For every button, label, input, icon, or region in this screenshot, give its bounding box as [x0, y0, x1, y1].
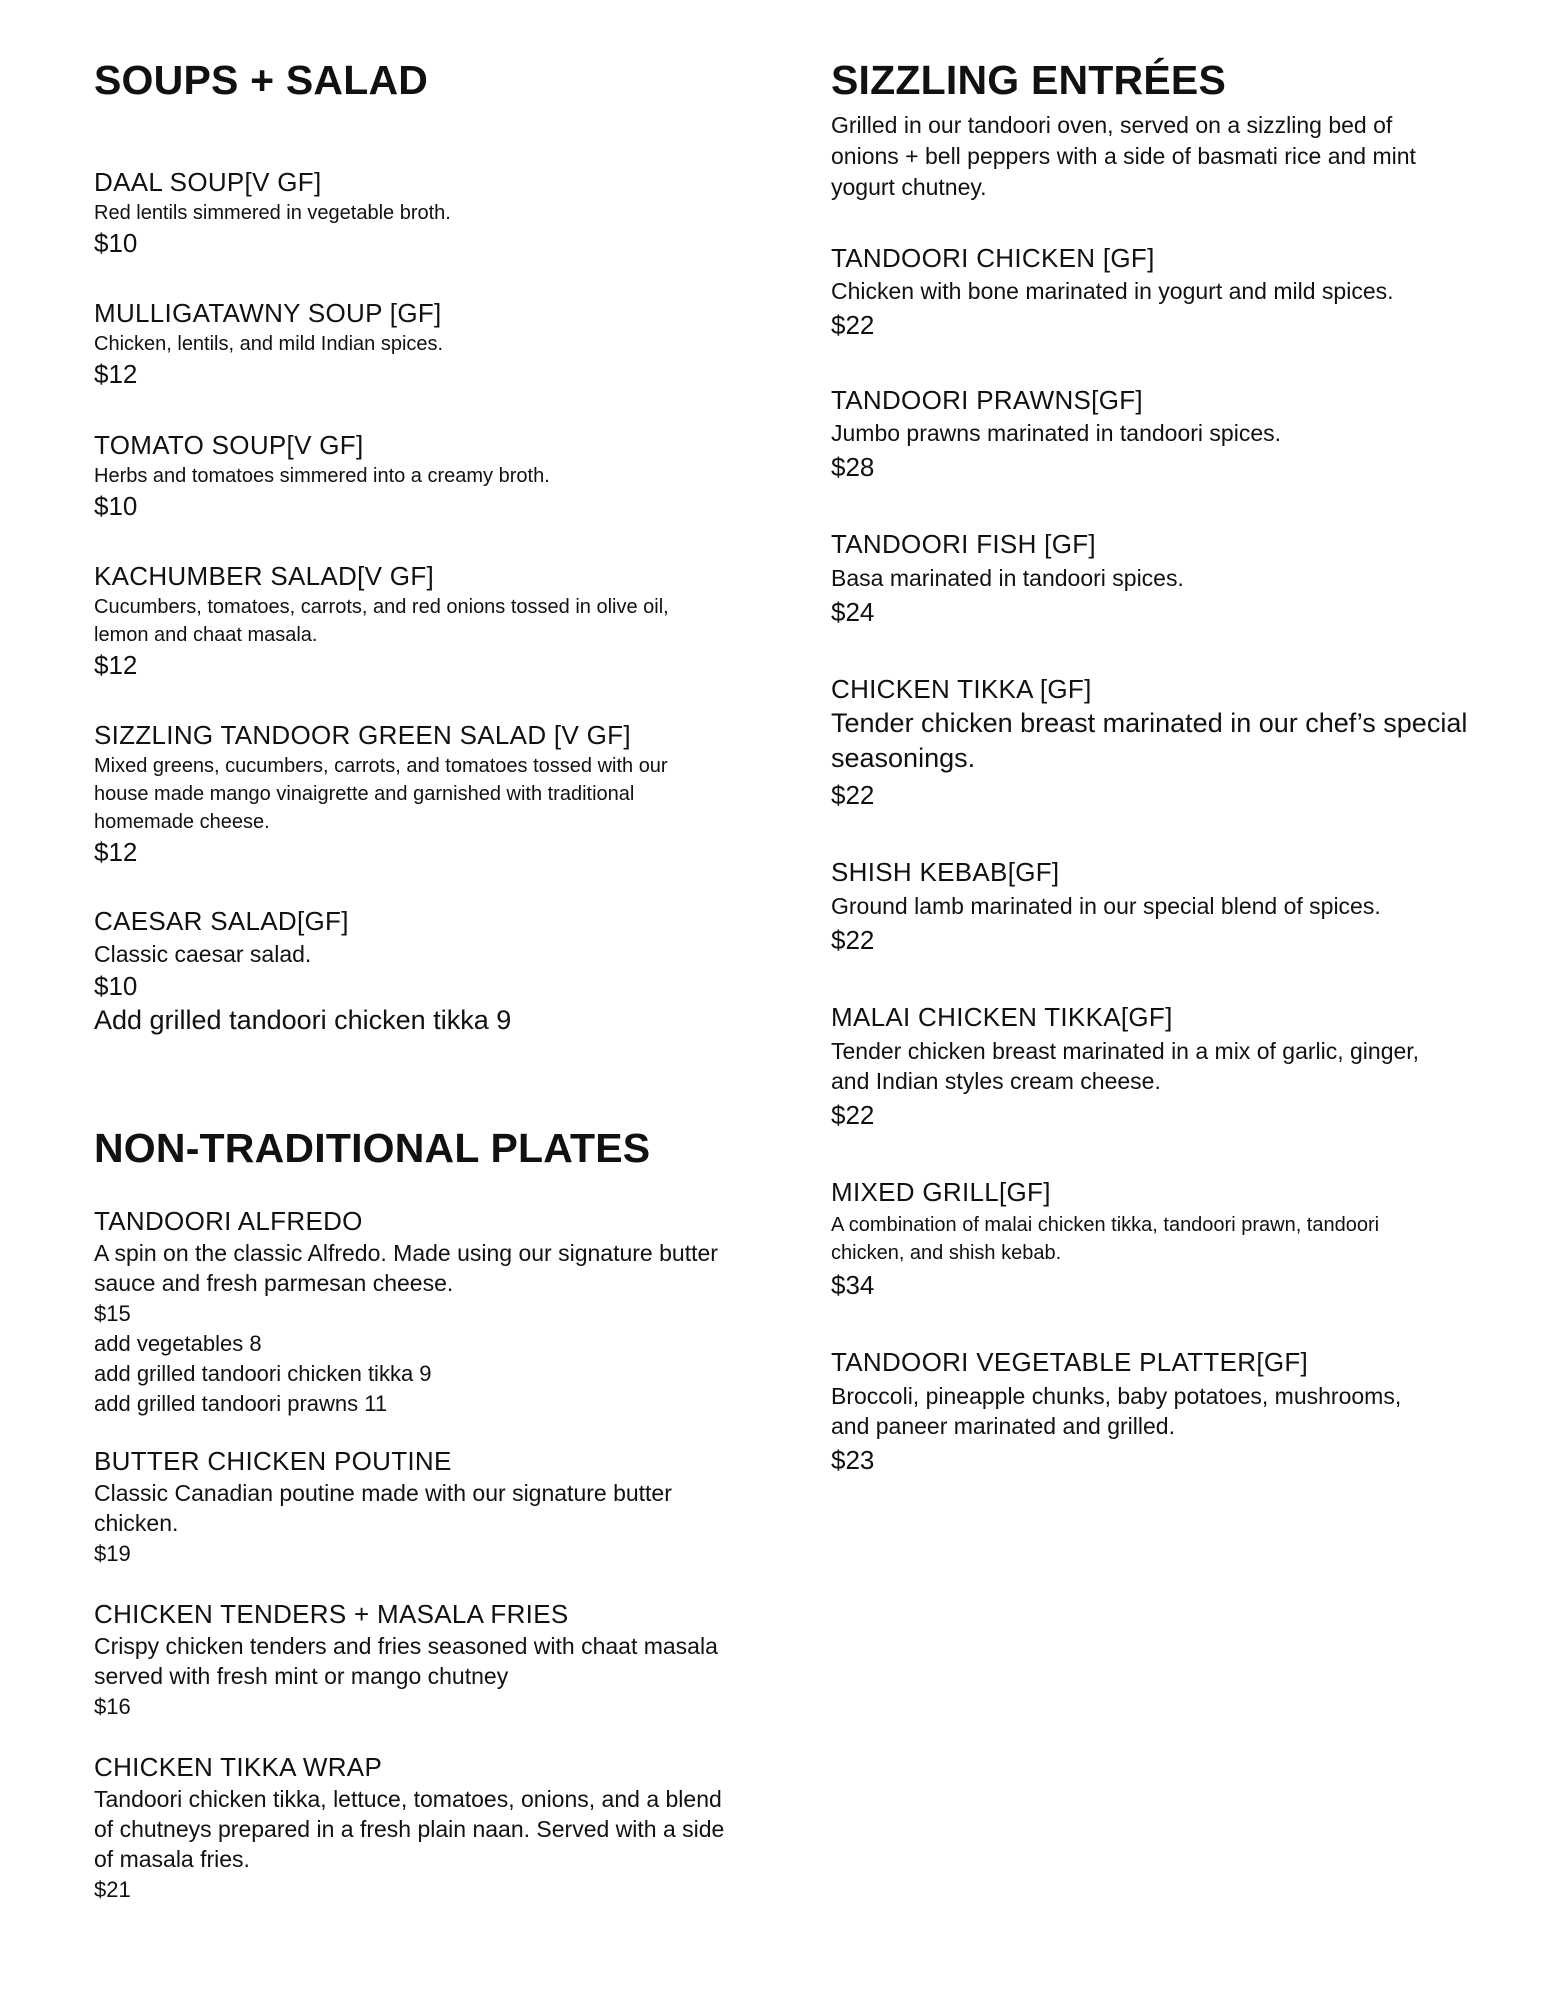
mulligatawny-price: $12	[94, 359, 138, 389]
tandoori-fish-title: TANDOORI FISH [GF]	[831, 529, 1096, 559]
poutine-price: $19	[94, 1541, 131, 1566]
kachumber-title: KACHUMBER SALAD[V GF]	[94, 561, 435, 591]
malai-tikka-desc-line: and Indian styles cream cheese.	[831, 1068, 1161, 1094]
tenders-title: CHICKEN TENDERS + MASALA FRIES	[94, 1599, 569, 1629]
malai-tikka-price: $22	[831, 1100, 875, 1130]
chicken-tikka-title: CHICKEN TIKKA [GF]	[831, 674, 1092, 704]
poutine-desc-line: chicken.	[94, 1510, 179, 1536]
caesar-desc: Classic caesar salad.	[94, 941, 312, 967]
alfredo-addon: add grilled tandoori chicken tikka 9	[94, 1361, 432, 1386]
malai-tikka-desc-line: Tender chicken breast marinated in a mix of garlic, ginger,	[831, 1038, 1420, 1064]
entrees-intro-line: onions + bell peppers with a side of basmati rice and mint	[831, 143, 1416, 169]
kachumber-desc-line: lemon and chaat masala.	[94, 624, 318, 646]
veg-platter-desc-line: Broccoli, pineapple chunks, baby potatoes, mushrooms,	[831, 1383, 1402, 1409]
tandoori-prawns-desc: Jumbo prawns marinated in tandoori spices.	[831, 420, 1282, 446]
tandoori-fish-price: $24	[831, 597, 875, 627]
daal-soup-desc: Red lentils simmered in vegetable broth.	[94, 202, 451, 224]
poutine-title: BUTTER CHICKEN POUTINE	[94, 1446, 452, 1476]
tandoori-chicken-title: TANDOORI CHICKEN [GF]	[831, 243, 1155, 273]
green-salad-desc-line: Mixed greens, cucumbers, carrots, and tomatoes tossed with our	[94, 755, 668, 777]
sizzling-entrees-heading: SIZZLING ENTRÉES	[831, 57, 1227, 103]
kachumber-price: $12	[94, 650, 138, 680]
chicken-tikka-desc-line: Tender chicken breast marinated in our chef’s special	[831, 708, 1468, 738]
tenders-price: $16	[94, 1694, 131, 1719]
entrees-intro-line: yogurt chutney.	[831, 174, 987, 200]
soups-salad-heading: SOUPS + SALAD	[94, 57, 429, 103]
tenders-desc-line: served with fresh mint or mango chutney	[94, 1663, 509, 1689]
alfredo-desc-line: sauce and fresh parmesan cheese.	[94, 1270, 454, 1296]
alfredo-price: $15	[94, 1301, 131, 1326]
alfredo-desc-line: A spin on the classic Alfredo. Made using our signature butter	[94, 1240, 718, 1266]
tandoori-prawns-price: $28	[831, 452, 875, 482]
poutine-desc-line: Classic Canadian poutine made with our signature butter	[94, 1480, 672, 1506]
tandoori-chicken-desc: Chicken with bone marinated in yogurt and mild spices.	[831, 278, 1394, 304]
tomato-soup-desc: Herbs and tomatoes simmered into a creamy broth.	[94, 465, 550, 487]
veg-platter-desc-line: and paneer marinated and grilled.	[831, 1413, 1175, 1439]
tomato-soup-price: $10	[94, 491, 138, 521]
shish-kebab-title: SHISH KEBAB[GF]	[831, 857, 1060, 887]
tandoori-chicken-price: $22	[831, 310, 875, 340]
daal-soup-title: DAAL SOUP[V GF]	[94, 167, 322, 197]
tandoori-prawns-title: TANDOORI PRAWNS[GF]	[831, 385, 1143, 415]
mulligatawny-title: MULLIGATAWNY SOUP [GF]	[94, 298, 442, 328]
veg-platter-price: $23	[831, 1445, 875, 1475]
mixed-grill-price: $34	[831, 1270, 875, 1300]
malai-tikka-title: MALAI CHICKEN TIKKA[GF]	[831, 1002, 1173, 1032]
entrees-intro-line: Grilled in our tandoori oven, served on a sizzling bed of	[831, 112, 1393, 138]
green-salad-price: $12	[94, 837, 138, 867]
caesar-title: CAESAR SALAD[GF]	[94, 906, 349, 936]
daal-soup-price: $10	[94, 228, 138, 258]
green-salad-desc-line: homemade cheese.	[94, 811, 270, 833]
wrap-desc-line: of masala fries.	[94, 1846, 250, 1872]
wrap-title: CHICKEN TIKKA WRAP	[94, 1752, 383, 1782]
mixed-grill-desc-line: A combination of malai chicken tikka, tandoori prawn, tandoori	[831, 1214, 1380, 1236]
wrap-desc-line: of chutneys prepared in a fresh plain naan. Served with a side	[94, 1816, 725, 1842]
caesar-price: $10	[94, 971, 138, 1001]
mixed-grill-desc-line: chicken, and shish kebab.	[831, 1242, 1062, 1264]
veg-platter-title: TANDOORI VEGETABLE PLATTER[GF]	[831, 1347, 1309, 1377]
alfredo-title: TANDOORI ALFREDO	[94, 1206, 363, 1236]
alfredo-addon: add vegetables 8	[94, 1331, 262, 1356]
wrap-desc-line: Tandoori chicken tikka, lettuce, tomatoes, onions, and a blend	[94, 1786, 722, 1812]
tomato-soup-title: TOMATO SOUP[V GF]	[94, 430, 364, 460]
tandoori-fish-desc: Basa marinated in tandoori spices.	[831, 565, 1184, 591]
shish-kebab-price: $22	[831, 925, 875, 955]
green-salad-desc-line: house made mango vinaigrette and garnished with traditional	[94, 783, 635, 805]
kachumber-desc-line: Cucumbers, tomatoes, carrots, and red onions tossed in olive oil,	[94, 596, 669, 618]
caesar-addon: Add grilled tandoori chicken tikka 9	[94, 1005, 512, 1035]
wrap-price: $21	[94, 1877, 131, 1902]
non-traditional-heading: NON-TRADITIONAL PLATES	[94, 1125, 651, 1171]
chicken-tikka-desc-line: seasonings.	[831, 743, 976, 773]
mixed-grill-title: MIXED GRILL[GF]	[831, 1177, 1051, 1207]
alfredo-addon: add grilled tandoori prawns 11	[94, 1391, 388, 1416]
tenders-desc-line: Crispy chicken tenders and fries seasoned with chaat masala	[94, 1633, 718, 1659]
chicken-tikka-price: $22	[831, 780, 875, 810]
shish-kebab-desc: Ground lamb marinated in our special blend of spices.	[831, 893, 1381, 919]
mulligatawny-desc: Chicken, lentils, and mild Indian spices.	[94, 333, 444, 355]
green-salad-title: SIZZLING TANDOOR GREEN SALAD [V GF]	[94, 720, 631, 750]
